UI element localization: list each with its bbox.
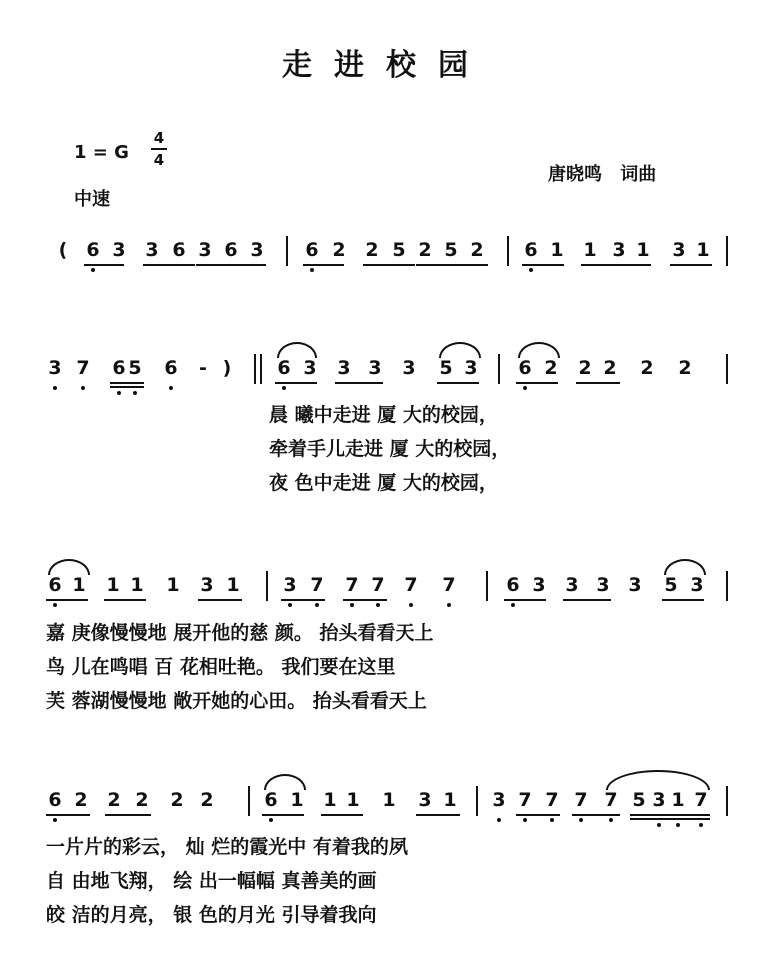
note: 3 bbox=[112, 239, 126, 261]
note: 5 bbox=[632, 789, 646, 811]
note: 1 bbox=[583, 239, 597, 261]
underline bbox=[46, 599, 88, 601]
note: 3 bbox=[198, 239, 212, 261]
note: 3 bbox=[48, 357, 62, 379]
bar-line bbox=[726, 786, 728, 816]
octave-dot bbox=[497, 818, 501, 822]
note: 6 bbox=[164, 357, 178, 379]
note: 3 bbox=[565, 574, 579, 596]
octave-dot bbox=[676, 823, 680, 827]
time-signature-bottom: 4 bbox=[153, 151, 165, 169]
note: 1 bbox=[636, 239, 650, 261]
note: 3 bbox=[283, 574, 297, 596]
note: 5 bbox=[444, 239, 458, 261]
tie bbox=[264, 774, 306, 790]
underline bbox=[343, 599, 387, 601]
bar-line bbox=[254, 354, 256, 384]
song-title: 走进校园 bbox=[282, 48, 490, 83]
note: 2 bbox=[170, 789, 184, 811]
bar-line bbox=[726, 236, 728, 266]
lyric-line-2-verse-1: 晨 曦中走进 厦 大的校园， bbox=[269, 404, 498, 426]
note: 2 bbox=[74, 789, 88, 811]
octave-dot bbox=[53, 603, 57, 607]
note: 6 bbox=[506, 574, 520, 596]
note: 6 bbox=[48, 789, 62, 811]
note: 3 bbox=[628, 574, 642, 596]
note: 2 bbox=[544, 357, 558, 379]
tie bbox=[664, 559, 706, 575]
note: 6 bbox=[112, 357, 126, 379]
bar-line bbox=[486, 571, 488, 601]
note: 3 bbox=[337, 357, 351, 379]
note: 3 bbox=[200, 574, 214, 596]
note: 6 bbox=[277, 357, 291, 379]
underline bbox=[84, 264, 124, 266]
underline bbox=[321, 814, 363, 816]
note: 6 bbox=[524, 239, 538, 261]
bar-line bbox=[726, 354, 728, 384]
underline bbox=[670, 264, 712, 266]
paren-close: ) bbox=[222, 357, 232, 379]
octave-dot bbox=[550, 818, 554, 822]
bar-line bbox=[726, 571, 728, 601]
lyric-line-4-verse-2: 自 由地飞翔， 绘 出一幅幅 真善美的画 bbox=[46, 870, 377, 892]
underline bbox=[516, 814, 560, 816]
note: 7 bbox=[310, 574, 324, 596]
underline bbox=[576, 382, 620, 384]
underline bbox=[198, 599, 242, 601]
note: 6 bbox=[48, 574, 62, 596]
note: 7 bbox=[76, 357, 90, 379]
underline bbox=[275, 382, 317, 384]
underline bbox=[572, 814, 620, 816]
tempo-marking: 中速 bbox=[74, 189, 110, 210]
octave-dot bbox=[53, 386, 57, 390]
score-line-4 bbox=[0, 788, 772, 838]
bar-line bbox=[498, 354, 500, 384]
octave-dot bbox=[53, 818, 57, 822]
note: 6 bbox=[305, 239, 319, 261]
note: 7 bbox=[604, 789, 618, 811]
note: 7 bbox=[574, 789, 588, 811]
note: - bbox=[199, 357, 207, 379]
underline bbox=[504, 599, 546, 601]
note: 1 bbox=[226, 574, 240, 596]
lyric-line-3-verse-2: 鸟 儿在鸣唱 百 花相吐艳。 我们要在这里 bbox=[46, 656, 396, 678]
bar-line bbox=[476, 786, 478, 816]
octave-dot bbox=[288, 603, 292, 607]
octave-dot bbox=[523, 818, 527, 822]
note: 3 bbox=[464, 357, 478, 379]
note: 3 bbox=[612, 239, 626, 261]
octave-dot bbox=[117, 391, 121, 395]
bar-line bbox=[260, 354, 262, 384]
note: 3 bbox=[532, 574, 546, 596]
note: 3 bbox=[303, 357, 317, 379]
underline bbox=[281, 599, 325, 601]
underline bbox=[110, 386, 144, 388]
underline bbox=[143, 264, 195, 266]
underline bbox=[335, 382, 383, 384]
time-signature bbox=[150, 128, 168, 170]
note: 3 bbox=[652, 789, 666, 811]
note: 7 bbox=[518, 789, 532, 811]
note: 6 bbox=[518, 357, 532, 379]
note: 6 bbox=[86, 239, 100, 261]
octave-dot bbox=[523, 386, 527, 390]
note: 1 bbox=[166, 574, 180, 596]
octave-dot bbox=[511, 603, 515, 607]
octave-dot bbox=[529, 268, 533, 272]
octave-dot bbox=[133, 391, 137, 395]
paren-open: ( bbox=[58, 239, 68, 261]
octave-dot bbox=[269, 818, 273, 822]
octave-dot bbox=[169, 386, 173, 390]
note: 1 bbox=[72, 574, 86, 596]
tie bbox=[518, 342, 560, 358]
underline bbox=[46, 814, 90, 816]
lyric-line-3-verse-1: 嘉 庚像慢慢地 展开他的慈 颜。 抬头看看天上 bbox=[46, 622, 434, 644]
note: 2 bbox=[135, 789, 149, 811]
underline bbox=[563, 599, 611, 601]
note: 5 bbox=[128, 357, 142, 379]
note: 2 bbox=[418, 239, 432, 261]
bar-line bbox=[266, 571, 268, 601]
note: 1 bbox=[106, 574, 120, 596]
note: 1 bbox=[671, 789, 685, 811]
note: 7 bbox=[545, 789, 559, 811]
underline bbox=[262, 814, 304, 816]
note: 2 bbox=[107, 789, 121, 811]
note: 1 bbox=[550, 239, 564, 261]
note: 1 bbox=[290, 789, 304, 811]
octave-dot bbox=[376, 603, 380, 607]
underline bbox=[662, 599, 704, 601]
underline bbox=[105, 814, 151, 816]
note: 2 bbox=[640, 357, 654, 379]
note: 7 bbox=[345, 574, 359, 596]
note: 7 bbox=[371, 574, 385, 596]
underline bbox=[437, 382, 479, 384]
tie bbox=[277, 342, 317, 358]
underline bbox=[416, 264, 488, 266]
key-signature: 1 = G bbox=[74, 142, 129, 163]
note: 3 bbox=[596, 574, 610, 596]
note: 3 bbox=[690, 574, 704, 596]
note: 3 bbox=[145, 239, 159, 261]
note: 3 bbox=[672, 239, 686, 261]
lyric-line-4-verse-3: 皎 洁的月亮， 银 色的月光 引导着我向 bbox=[46, 904, 377, 926]
note: 1 bbox=[130, 574, 144, 596]
composer-credit: 唐晓鸣 词曲 bbox=[548, 164, 657, 185]
note: 1 bbox=[443, 789, 457, 811]
underline bbox=[416, 814, 460, 816]
underline bbox=[110, 382, 144, 384]
score-line-1 bbox=[0, 238, 772, 288]
score-line-3 bbox=[0, 573, 772, 623]
note: 7 bbox=[404, 574, 418, 596]
note: 7 bbox=[694, 789, 708, 811]
octave-dot bbox=[315, 603, 319, 607]
lyric-line-2-verse-3: 夜 色中走进 厦 大的校园， bbox=[269, 472, 498, 494]
octave-dot bbox=[350, 603, 354, 607]
underline bbox=[630, 814, 710, 816]
note: 2 bbox=[470, 239, 484, 261]
score-line-2 bbox=[0, 356, 772, 406]
underline bbox=[104, 599, 146, 601]
note: 1 bbox=[382, 789, 396, 811]
bar-line bbox=[286, 236, 288, 266]
underline bbox=[196, 264, 266, 266]
note: 3 bbox=[402, 357, 416, 379]
note: 6 bbox=[224, 239, 238, 261]
octave-dot bbox=[579, 818, 583, 822]
tie bbox=[48, 559, 90, 575]
underline bbox=[630, 818, 710, 820]
note: 1 bbox=[323, 789, 337, 811]
underline bbox=[581, 264, 651, 266]
tie bbox=[439, 342, 481, 358]
note: 2 bbox=[603, 357, 617, 379]
octave-dot bbox=[91, 268, 95, 272]
octave-dot bbox=[447, 603, 451, 607]
note: 1 bbox=[346, 789, 360, 811]
octave-dot bbox=[409, 603, 413, 607]
octave-dot bbox=[282, 386, 286, 390]
slur bbox=[606, 770, 710, 790]
note: 2 bbox=[578, 357, 592, 379]
time-signature-top: 4 bbox=[153, 129, 165, 147]
note: 3 bbox=[368, 357, 382, 379]
note: 5 bbox=[392, 239, 406, 261]
note: 2 bbox=[332, 239, 346, 261]
bar-line bbox=[507, 236, 509, 266]
octave-dot bbox=[657, 823, 661, 827]
note: 2 bbox=[678, 357, 692, 379]
underline bbox=[303, 264, 344, 266]
note: 1 bbox=[696, 239, 710, 261]
octave-dot bbox=[310, 268, 314, 272]
note: 6 bbox=[264, 789, 278, 811]
bar-line bbox=[248, 786, 250, 816]
underline bbox=[516, 382, 558, 384]
underline bbox=[363, 264, 415, 266]
note: 3 bbox=[418, 789, 432, 811]
note: 2 bbox=[365, 239, 379, 261]
lyric-line-3-verse-3: 芙 蓉湖慢慢地 敞开她的心田。 抬头看看天上 bbox=[46, 690, 427, 712]
lyric-line-2-verse-2: 牵着手儿走进 厦 大的校园， bbox=[269, 438, 511, 460]
note: 3 bbox=[492, 789, 506, 811]
octave-dot bbox=[699, 823, 703, 827]
octave-dot bbox=[81, 386, 85, 390]
lyric-line-4-verse-1: 一片片的彩云， 灿 烂的霞光中 有着我的夙 bbox=[46, 836, 408, 858]
note: 5 bbox=[439, 357, 453, 379]
note: 2 bbox=[200, 789, 214, 811]
note: 6 bbox=[172, 239, 186, 261]
note: 7 bbox=[442, 574, 456, 596]
octave-dot bbox=[609, 818, 613, 822]
note: 3 bbox=[250, 239, 264, 261]
note: 5 bbox=[664, 574, 678, 596]
underline bbox=[522, 264, 564, 266]
